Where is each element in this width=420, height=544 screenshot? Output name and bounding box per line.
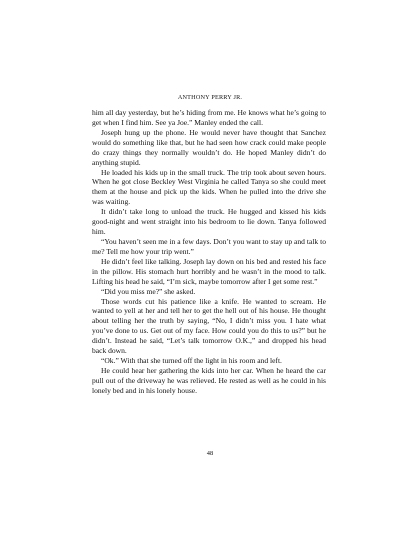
paragraph: Joseph hung up the phone. He would never have thought that Sanchez would do something like that, but he had seen how crack could make people do crazy things they normally wouldn’t do. He hoped Manley didn’t do anything stupid. — [92, 127, 326, 167]
paragraph: He loaded his kids up in the small truck. The trip took about seven hours. When he got close Beckley West Virginia he called Tanya so she could meet them at the house and pick up the kids. When he pulled into the drive she was waiting. — [92, 167, 326, 207]
paragraph: It didn’t take long to unload the truck. He hugged and kissed his kids good-night and went straight into his bedroom to lie down. Tanya followed him. — [92, 207, 326, 237]
page-number: 48 — [206, 450, 214, 457]
body-text — [92, 108, 326, 396]
paragraph: “Did you miss me?” she asked. — [101, 286, 196, 296]
paragraph: “Ok.” With that she turned off the light in his room and left. — [101, 356, 282, 366]
paragraph: He could hear her gathering the kids into her car. When he heard the car pull out of the driveway he was relieved. He rested as well as he could in his lonely bed and in his lonely house. — [92, 365, 326, 395]
paragraph: him all day yesterday, but he’s hiding from me. He knows what he’s going to get when I find him. See ya Joe.” Manley ended the call. — [92, 108, 326, 127]
paragraph: He didn’t feel like talking. Joseph lay down on his bed and rested his face in the pillow. His stomach hurt horribly and he wasn’t in the mood to talk. Lifting his head he said, “I’m sick, maybe tomorrow after I get some rest.” — [92, 256, 326, 286]
paragraph: “You haven’t seen me in a few days. Don’t you want to stay up and talk to me? Tell me how your trip went.” — [92, 236, 326, 256]
paragraph: Those words cut his patience like a knife. He wanted to scream. He wanted to yell at her and tell her to get the hell out of his house. He thought about telling her the truth by saying, “No, I didn’t miss you. I hate what you’ve done to us. Get out of my face. How could you do this to us?” but he didn’t. Instead he said, “Let’s talk tomorrow O.K.,” and dropped his head back down. — [92, 296, 326, 356]
running-head: ANTHONY PERRY JR. — [177, 94, 243, 101]
